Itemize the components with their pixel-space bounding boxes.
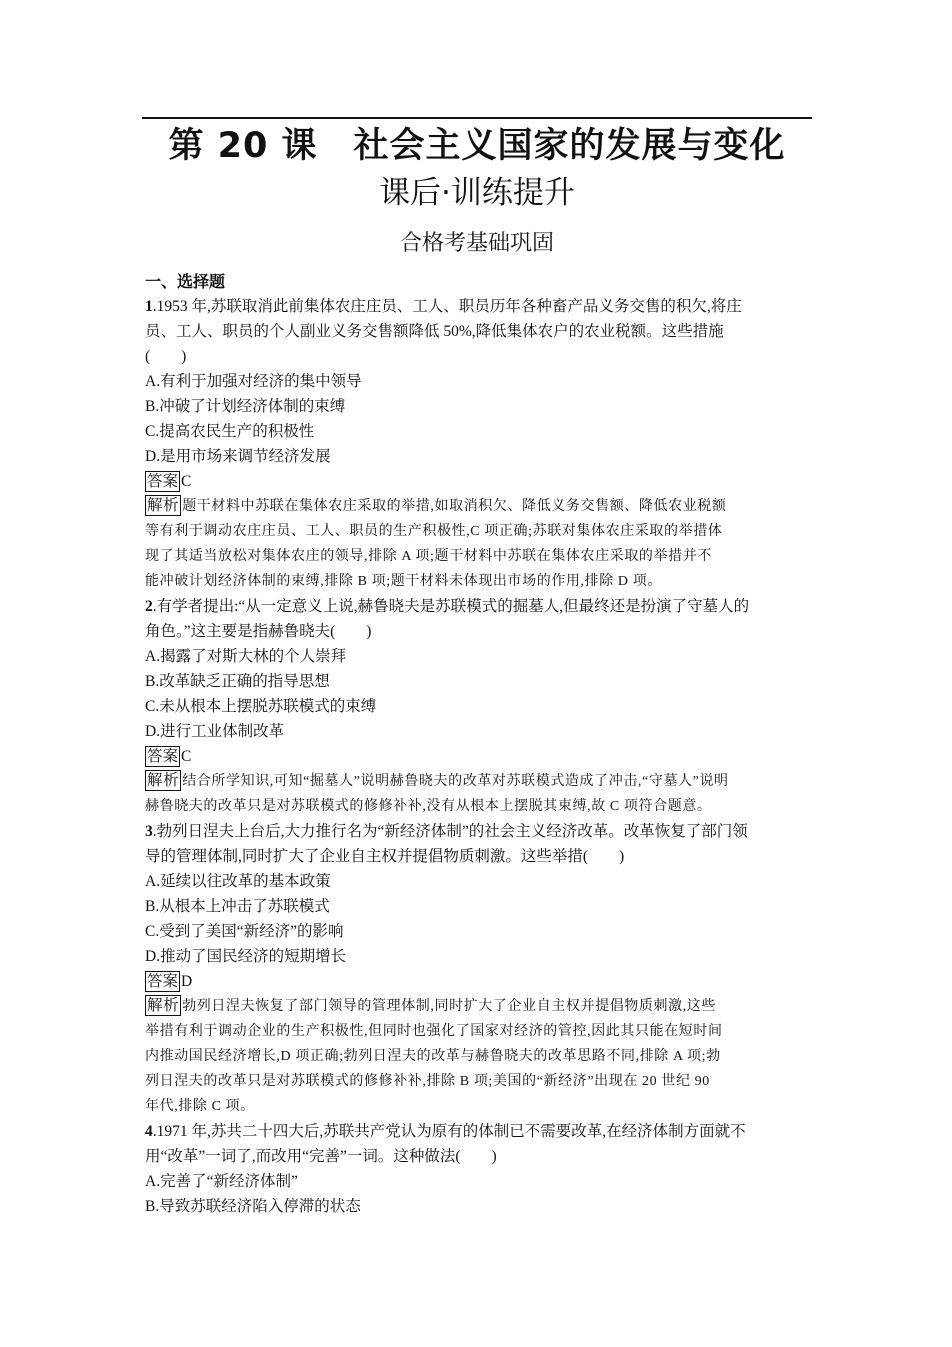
answer-option: B.改革缺乏正确的指导思想	[145, 673, 330, 690]
answer-line	[145, 469, 810, 494]
question-stem-text: 导的管理体制,同时扩大了企业自主权并提倡物质刺激。这些举措( )	[145, 848, 625, 865]
analysis-text: 等有利于调动农庄庄员、工人、职员的生产积极性,C 项正确;苏联对集体农庄采取的举措体	[145, 524, 723, 539]
question-stem-line	[145, 594, 810, 619]
analysis-line	[145, 1069, 810, 1094]
analysis-line	[145, 994, 810, 1019]
answer-option: B.从根本上冲击了苏联模式	[145, 898, 330, 915]
answer-tag: 答案	[147, 748, 179, 765]
question-number: 2	[145, 598, 153, 615]
analysis-text: 年代,排除 C 项。	[145, 1099, 255, 1114]
analysis-tag: 解析	[147, 497, 180, 514]
question-stem-line	[145, 1119, 810, 1144]
question-stem-line	[145, 344, 810, 369]
answer-tag: 答案	[147, 473, 179, 490]
analysis-line	[145, 494, 810, 519]
analysis-line	[145, 544, 810, 569]
answer-value: C	[181, 748, 192, 765]
answer-option: C.提高农民生产的积极性	[145, 423, 315, 440]
question-stem-line	[145, 619, 810, 644]
analysis-text: 现了其适当放松对集体农庄的领导,排除 A 项;题干材料中苏联在集体农庄采取的举措并不	[145, 549, 712, 564]
answer-option: D.是用市场来调节经济发展	[145, 448, 331, 465]
analysis-line	[145, 1019, 810, 1044]
lesson-title: 第 20 课 社会主义国家的发展与变化	[168, 126, 786, 166]
analysis-tag: 解析	[147, 772, 180, 789]
answer-option: C.受到了美国“新经济”的影响	[145, 923, 344, 940]
answer-value: D	[181, 973, 193, 990]
answer-option: A.延续以往改革的基本政策	[145, 873, 331, 890]
answer-option: C.未从根本上摆脱苏联模式的束缚	[145, 698, 377, 715]
analysis-line	[145, 769, 810, 794]
analysis-text: 举措有利于调动企业的生产积极性,但同时也强化了国家对经济的管控,因此其只能在短时间	[145, 1024, 723, 1039]
analysis-text: 题干材料中苏联在集体农庄采取的举措,如取消积欠、降低义务交售额、降低农业税额	[182, 499, 727, 514]
analysis-text: 内推动国民经济增长,D 项正确;勃列日涅夫的改革与赫鲁晓夫的改革思路不同,排除 A 项;勃	[145, 1049, 721, 1064]
question-stem-text: 角色。”这主要是指赫鲁晓夫( )	[145, 623, 372, 640]
question-stem-line	[145, 319, 810, 344]
level-heading: 合格考基础巩固	[399, 231, 554, 256]
analysis-line	[145, 1094, 810, 1119]
analysis-text: 列日涅夫的改革只是对苏联模式的修修补补,排除 B 项;美国的“新经济”出现在 20 世纪 90	[145, 1074, 710, 1089]
answer-option: D.进行工业体制改革	[145, 723, 285, 740]
question-stem-line	[145, 1144, 810, 1169]
answer-line	[145, 744, 810, 769]
analysis-text: 能冲破计划经济体制的束缚,排除 B 项;题干材料未体现出市场的作用,排除 D 项。	[145, 574, 662, 589]
question-stem-text: .有学者提出:“从一定意义上说,赫鲁晓夫是苏联模式的掘墓人,但最终还是扮演了守墓人的	[152, 598, 750, 615]
answer-value: C	[181, 473, 192, 490]
lesson-subtitle: 课后·训练提升	[379, 175, 575, 211]
question-number: 4	[145, 1123, 153, 1140]
answer-option: A.有利于加强对经济的集中领导	[145, 373, 362, 390]
answer-option: D.推动了国民经济的短期增长	[145, 948, 347, 965]
question-stem-text: .1953 年,苏联取消此前集体农庄庄员、工人、职员历年各种畜产品义务交售的积欠,将庄	[152, 298, 742, 315]
analysis-line	[145, 569, 810, 594]
question-stem-text: 用“改革”一词了,而改用“完善”一词。这种做法( )	[145, 1148, 497, 1165]
analysis-tag: 解析	[147, 997, 180, 1014]
question-stem-text: .1971 年,苏共二十四大后,苏联共产党认为原有的体制已不需要改革,在经济体制方面就不	[152, 1123, 746, 1140]
analysis-text: 勃列日涅夫恢复了部门领导的管理体制,同时扩大了企业自主权并提倡物质刺激,这些	[182, 999, 717, 1014]
question-stem-text: ( )	[145, 348, 187, 365]
answer-option: A.完善了“新经济体制”	[145, 1173, 298, 1190]
analysis-line	[145, 519, 810, 544]
question-stem-text: 员、工人、职员的个人副业义务交售额降低 50%,降低集体农户的农业税额。这些措施	[145, 323, 724, 340]
question-stem-line	[145, 294, 810, 319]
question-list	[145, 294, 810, 1219]
question-number: 1	[145, 298, 153, 315]
question-stem-line	[145, 819, 810, 844]
top-rule	[142, 117, 812, 119]
question-stem-text: .勃列日涅夫上台后,大力推行名为“新经济体制”的社会主义经济改革。改革恢复了部门领	[152, 823, 748, 840]
answer-tag: 答案	[147, 973, 179, 990]
analysis-line	[145, 1044, 810, 1069]
question-number: 3	[145, 823, 153, 840]
answer-line	[145, 969, 810, 994]
answer-option: B.导致苏联经济陷入停滞的状态	[145, 1198, 361, 1215]
answer-option: B.冲破了计划经济体制的束缚	[145, 398, 346, 415]
analysis-text: 赫鲁晓夫的改革只是对苏联模式的修修补补,没有从根本上摆脱其束缚,故 C 项符合题意。	[145, 799, 712, 814]
analysis-text: 结合所学知识,可知“掘墓人”说明赫鲁晓夫的改革对苏联模式造成了冲击,“守墓人”说明	[182, 774, 729, 789]
section-heading: 一、选择题	[145, 272, 226, 291]
question-stem-line	[145, 844, 810, 869]
analysis-line	[145, 794, 810, 819]
answer-option: A.揭露了对斯大林的个人崇拜	[145, 648, 347, 665]
